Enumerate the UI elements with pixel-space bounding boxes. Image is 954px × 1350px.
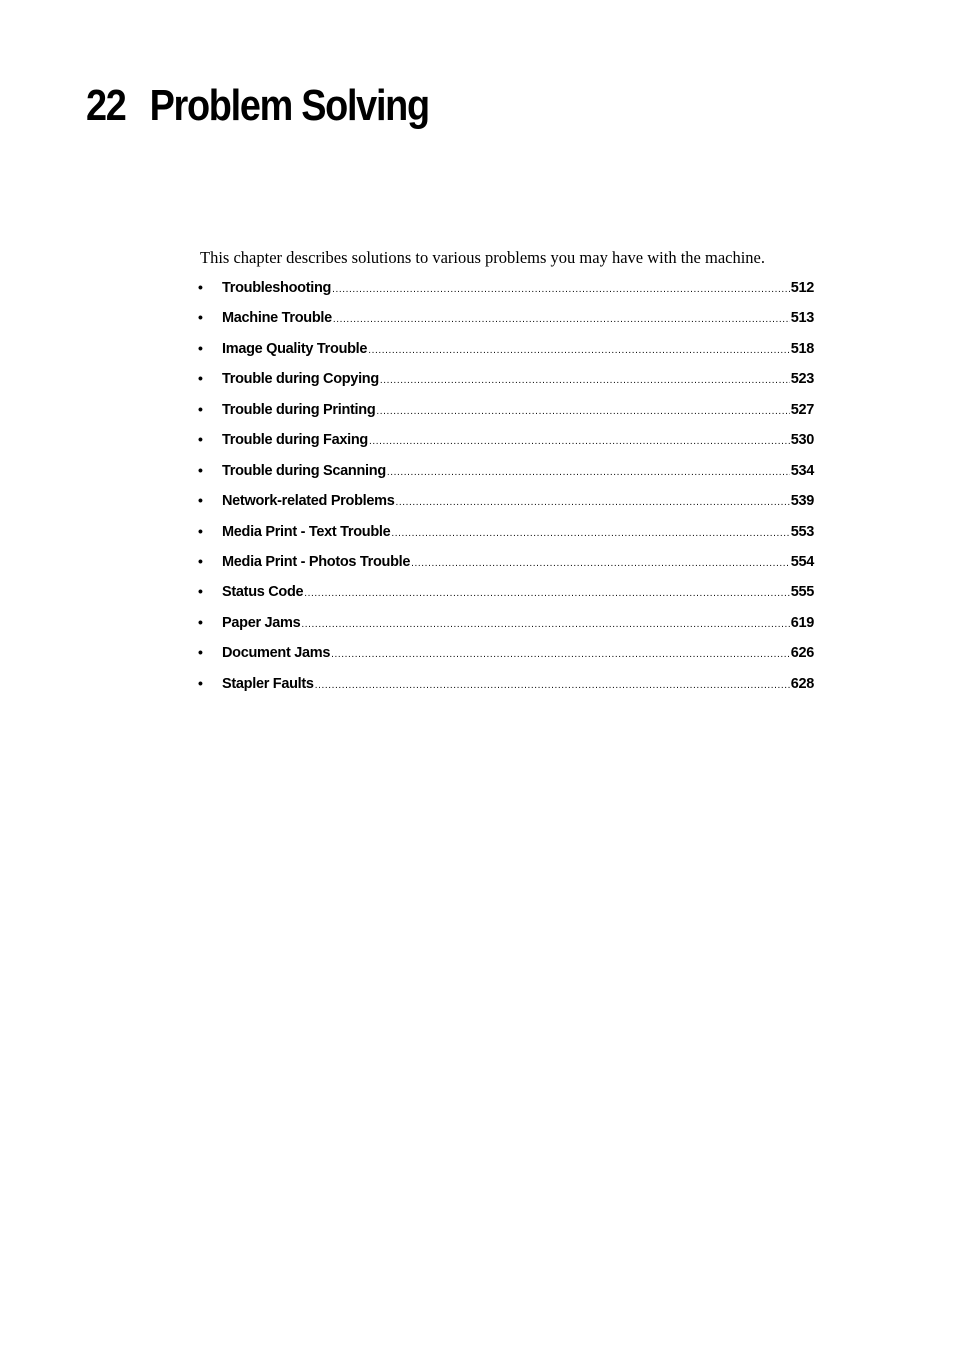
dot-leader [331, 644, 790, 666]
toc-item-page[interactable]: 539 [790, 493, 814, 510]
toc-item-title[interactable]: Machine Trouble [222, 310, 332, 327]
toc-item-trouble-during-scanning[interactable] [198, 459, 814, 489]
toc-item-document-jams[interactable] [198, 641, 814, 671]
toc-item-page[interactable]: 628 [790, 675, 814, 692]
dot-leader [396, 492, 790, 514]
toc-item-title[interactable]: Paper Jams [222, 614, 301, 631]
table-of-contents [198, 276, 814, 702]
toc-item-title[interactable]: Trouble during Copying [222, 371, 379, 388]
bullet-icon: • [198, 644, 203, 661]
toc-item-page[interactable]: 513 [790, 310, 814, 327]
bullet-icon: • [198, 309, 203, 326]
toc-item-trouble-during-faxing[interactable] [198, 428, 814, 458]
dot-leader [380, 370, 790, 392]
bullet-icon: • [198, 400, 203, 417]
dot-leader [376, 401, 789, 423]
toc-item-title[interactable]: Troubleshooting [222, 280, 332, 296]
toc-item-title[interactable]: Trouble during Faxing [222, 432, 368, 449]
toc-item-page[interactable]: 555 [790, 584, 814, 601]
toc-item-page[interactable]: 527 [790, 401, 814, 418]
bullet-icon: • [198, 613, 203, 630]
toc-item-page[interactable]: 512 [790, 280, 814, 296]
toc-item-media-print-text-trouble[interactable] [198, 520, 814, 550]
dot-leader [301, 614, 789, 636]
chapter-number: 22 [86, 81, 126, 130]
toc-item-troubleshooting[interactable] [198, 276, 814, 306]
bullet-icon: • [198, 279, 203, 295]
chapter-title: Problem Solving [149, 81, 429, 130]
toc-item-title[interactable]: Status Code [222, 584, 304, 601]
toc-item-title[interactable]: Document Jams [222, 645, 331, 662]
toc-item-machine-trouble[interactable] [198, 306, 814, 336]
bullet-icon: • [198, 552, 203, 569]
dot-leader [332, 279, 790, 301]
bullet-icon: • [198, 339, 203, 356]
toc-item-trouble-during-printing[interactable] [198, 398, 814, 428]
toc-item-page[interactable]: 554 [790, 553, 814, 570]
toc-item-title[interactable]: Media Print - Photos Trouble [222, 553, 411, 570]
toc-item-stapler-faults[interactable] [198, 672, 814, 702]
toc-item-page[interactable]: 530 [790, 432, 814, 449]
bullet-icon: • [198, 370, 203, 387]
dot-leader [391, 523, 789, 545]
toc-item-title[interactable]: Network-related Problems [222, 493, 395, 510]
toc-item-page[interactable]: 553 [790, 523, 814, 540]
toc-item-page[interactable]: 518 [790, 340, 814, 357]
toc-item-title[interactable]: Stapler Faults [222, 675, 314, 692]
toc-item-trouble-during-copying[interactable] [198, 367, 814, 397]
bullet-icon: • [198, 431, 203, 448]
dot-leader [369, 431, 790, 453]
dot-leader [315, 675, 790, 697]
toc-item-image-quality-trouble[interactable] [198, 337, 814, 367]
dot-leader [333, 309, 790, 331]
bullet-icon: • [198, 461, 203, 478]
dot-leader [368, 340, 790, 362]
toc-item-title[interactable]: Image Quality Trouble [222, 340, 368, 357]
bullet-icon: • [198, 492, 203, 509]
bullet-icon: • [198, 522, 203, 539]
bullet-icon: • [198, 583, 203, 600]
toc-item-title[interactable]: Trouble during Printing [222, 401, 376, 418]
toc-item-page[interactable]: 626 [790, 645, 814, 662]
dot-leader [411, 553, 790, 575]
bullet-icon: • [198, 674, 203, 691]
chapter-heading [86, 78, 429, 134]
toc-item-media-print-photos-trouble[interactable] [198, 550, 814, 580]
toc-item-title[interactable]: Trouble during Scanning [222, 462, 386, 479]
toc-item-page[interactable]: 619 [790, 614, 814, 631]
toc-item-paper-jams[interactable] [198, 611, 814, 641]
toc-item-page[interactable]: 534 [790, 462, 814, 479]
dot-leader [387, 462, 790, 484]
toc-item-title[interactable]: Media Print - Text Trouble [222, 523, 391, 540]
intro-paragraph: This chapter describes solutions to various problems you may have with the machine. [200, 248, 765, 267]
toc-item-status-code[interactable] [198, 580, 814, 610]
dot-leader [304, 583, 789, 605]
toc-item-page[interactable]: 523 [790, 371, 814, 388]
toc-item-network-related-problems[interactable] [198, 489, 814, 519]
